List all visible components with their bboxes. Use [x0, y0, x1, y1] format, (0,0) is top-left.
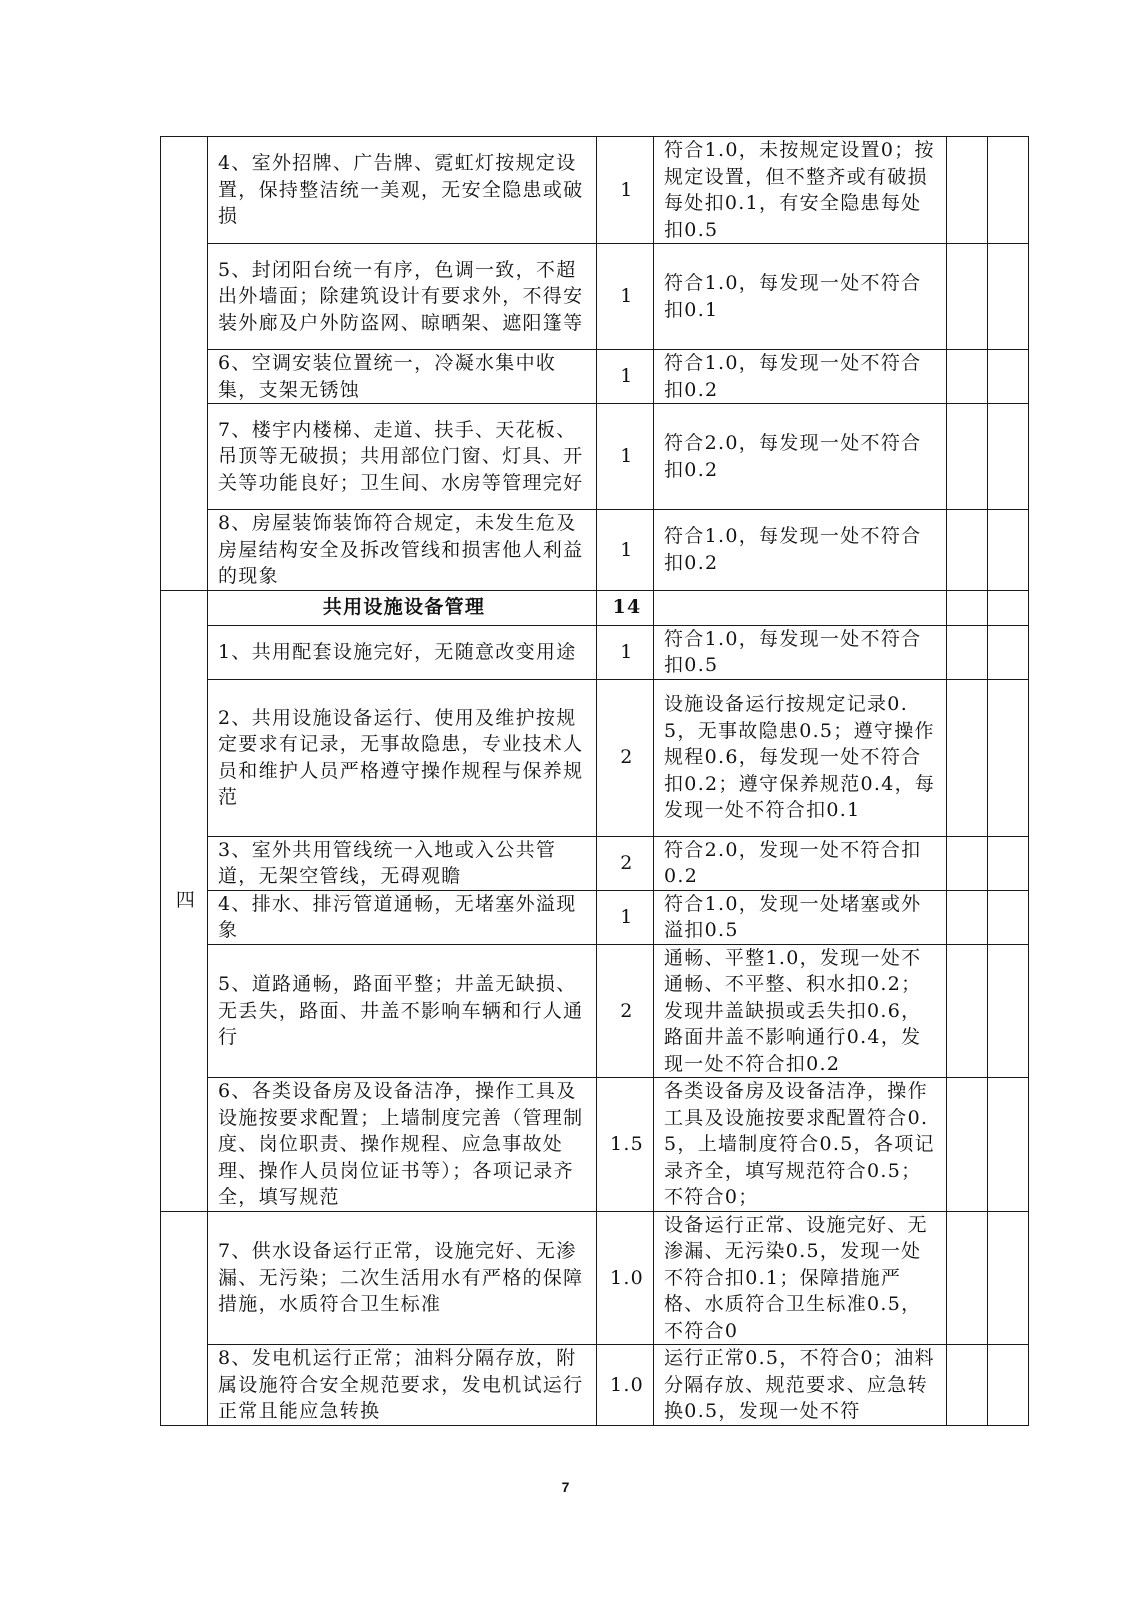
- blank-cell: [947, 1078, 988, 1212]
- criteria-cell: 通畅、平整1.0，发现一处不通畅、不平整、积水扣0.2；发现井盖缺损或丢失扣0.6，路面井盖不影响通行0.4，发现一处不符合扣0.2: [654, 944, 947, 1078]
- criteria-cell: 设备运行正常、设施完好、无渗漏、无污染0.5，发现一处不符合扣0.1；保障措施严格、水质符合卫生标准0.5，不符合0: [654, 1211, 947, 1345]
- blank-cell: [947, 137, 988, 244]
- table-row: [161, 836, 1029, 890]
- criteria-cell: 运行正常0.5，不符合0；油料分隔存放、规范要求、应急转换0.5，发现一处不符: [654, 1345, 947, 1426]
- section-total-score: 14: [597, 590, 654, 625]
- table-row: [161, 890, 1029, 944]
- table-row: [161, 137, 1029, 244]
- criteria-cell: 各类设备房及设备洁净，操作工具及设施按要求配置符合0.5，上墙制度符合0.5，各项记录齐全，填写规范符合0.5；不符合0；: [654, 1078, 947, 1212]
- section-title: 共用设施设备管理: [208, 590, 597, 625]
- blank-cell: [947, 944, 988, 1078]
- table-row: [161, 510, 1029, 591]
- blank-cell: [947, 1345, 988, 1426]
- blank-cell: [988, 625, 1029, 679]
- score-cell: 1: [597, 625, 654, 679]
- blank-cell: [988, 1345, 1029, 1426]
- blank-cell: [988, 836, 1029, 890]
- requirement-cell: 8、房屋装饰装饰符合规定，未发生危及房屋结构安全及拆改管线和损害他人利益的现象: [208, 510, 597, 591]
- table-row: [161, 679, 1029, 836]
- score-cell: 1: [597, 244, 654, 350]
- blank-cell: [947, 890, 988, 944]
- requirement-cell: 7、供水设备运行正常，设施完好、无渗漏、无污染；二次生活用水有严格的保障措施，水质符合卫生标准: [208, 1211, 597, 1345]
- criteria-cell: 符合1.0，每发现一处不符合扣0.2: [654, 510, 947, 591]
- criteria-cell: 符合1.0，每发现一处不符合扣0.2: [654, 350, 947, 404]
- table-row: [161, 625, 1029, 679]
- section-cell-blank: [161, 137, 208, 591]
- blank-cell: [988, 1078, 1029, 1212]
- score-cell: 2: [597, 679, 654, 836]
- requirement-cell: 7、楼宇内楼梯、走道、扶手、天花板、吊顶等无破损；共用部位门窗、灯具、开关等功能良好；卫生间、水房等管理完好: [208, 404, 597, 510]
- page-number: 7: [561, 1479, 570, 1495]
- blank-cell: [947, 244, 988, 350]
- requirement-cell: 3、室外共用管线统一入地或入公共管道，无架空管线，无碍观瞻: [208, 836, 597, 890]
- score-cell: 2: [597, 944, 654, 1078]
- blank-cell: [988, 350, 1029, 404]
- table-row: [161, 1078, 1029, 1212]
- score-cell: 1.0: [597, 1345, 654, 1426]
- score-cell: 1.0: [597, 1211, 654, 1345]
- requirement-cell: 4、排水、排污管道通畅，无堵塞外溢现象: [208, 890, 597, 944]
- score-cell: 1: [597, 350, 654, 404]
- requirement-cell: 8、发电机运行正常；油料分隔存放，附属设施符合安全规范要求，发电机试运行正常且能应急转换: [208, 1345, 597, 1426]
- requirement-cell: 6、各类设备房及设备洁净，操作工具及设施按要求配置；上墙制度完善（管理制度、岗位职责、操作规程、应急事故处理、操作人员岗位证书等）；各项记录齐全，填写规范: [208, 1078, 597, 1212]
- blank-cell: [947, 404, 988, 510]
- criteria-cell: 设施设备运行按规定记录0.5，无事故隐患0.5；遵守操作规程0.6，每发现一处不符合扣0.2；遵守保养规范0.4，每发现一处不符合扣0.1: [654, 679, 947, 836]
- blank-cell: [988, 404, 1029, 510]
- score-cell: 1: [597, 404, 654, 510]
- blank-cell: [947, 836, 988, 890]
- score-cell: 1.5: [597, 1078, 654, 1212]
- blank-cell: [988, 679, 1029, 836]
- table-row: [161, 350, 1029, 404]
- evaluation-table: [160, 136, 1029, 1426]
- section-header-row: [161, 590, 1029, 625]
- blank-cell: [947, 510, 988, 591]
- table-row: [161, 244, 1029, 350]
- blank-cell: [654, 590, 947, 625]
- requirement-cell: 1、共用配套设施完好，无随意改变用途: [208, 625, 597, 679]
- table-row: [161, 1345, 1029, 1426]
- blank-cell: [988, 944, 1029, 1078]
- blank-cell: [947, 1211, 988, 1345]
- blank-cell: [988, 244, 1029, 350]
- blank-cell: [988, 890, 1029, 944]
- requirement-cell: 4、室外招牌、广告牌、霓虹灯按规定设置，保持整洁统一美观，无安全隐患或破损: [208, 137, 597, 244]
- score-cell: 1: [597, 890, 654, 944]
- requirement-cell: 6、空调安装位置统一，冷凝水集中收集，支架无锈蚀: [208, 350, 597, 404]
- section-cell-blank: [161, 1211, 208, 1425]
- score-cell: 1: [597, 137, 654, 244]
- blank-cell: [947, 350, 988, 404]
- blank-cell: [988, 137, 1029, 244]
- blank-cell: [988, 1211, 1029, 1345]
- requirement-cell: 5、封闭阳台统一有序，色调一致，不超出外墙面；除建筑设计有要求外，不得安装外廊及户外防盗网、晾晒架、遮阳篷等: [208, 244, 597, 350]
- criteria-cell: 符合2.0，每发现一处不符合扣0.2: [654, 404, 947, 510]
- blank-cell: [947, 625, 988, 679]
- blank-cell: [947, 679, 988, 836]
- table-row: [161, 1211, 1029, 1345]
- blank-cell: [988, 590, 1029, 625]
- criteria-cell: 符合2.0，发现一处不符合扣0.2: [654, 836, 947, 890]
- blank-cell: [947, 590, 988, 625]
- table-row: [161, 404, 1029, 510]
- table-row: [161, 944, 1029, 1078]
- criteria-cell: 符合1.0，发现一处堵塞或外溢扣0.5: [654, 890, 947, 944]
- requirement-cell: 2、共用设施设备运行、使用及维护按规定要求有记录，无事故隐患，专业技术人员和维护人员严格遵守操作规程与保养规范: [208, 679, 597, 836]
- criteria-cell: 符合1.0，每发现一处不符合扣0.1: [654, 244, 947, 350]
- score-cell: 1: [597, 510, 654, 591]
- blank-cell: [988, 510, 1029, 591]
- criteria-cell: 符合1.0，未按规定设置0；按规定设置，但不整齐或有破损每处扣0.1，有安全隐患每处扣0.5: [654, 137, 947, 244]
- section-label: 四: [161, 590, 208, 1211]
- score-cell: 2: [597, 836, 654, 890]
- criteria-cell: 符合1.0，每发现一处不符合扣0.5: [654, 625, 947, 679]
- requirement-cell: 5、道路通畅，路面平整；井盖无缺损、无丢失，路面、井盖不影响车辆和行人通行: [208, 944, 597, 1078]
